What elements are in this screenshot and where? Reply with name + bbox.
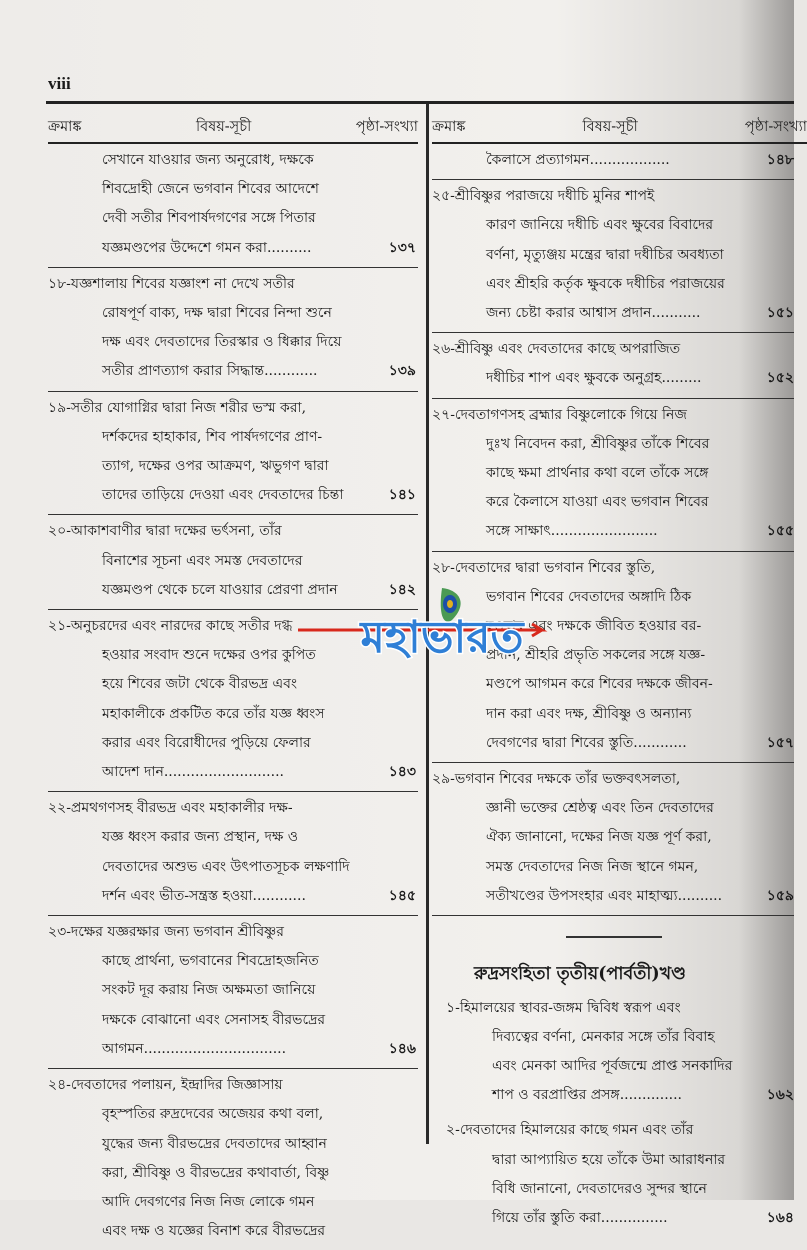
toc-entry-text: হওয়ার সংবাদ শুনে দক্ষের ওপর কুপিত xyxy=(102,647,316,664)
toc-entry-text: ২৬-শ্রীবিষ্ণু এবং দেবতাদের কাছে অপরাজিত xyxy=(432,341,681,358)
toc-entry-text: যজ্ঞমণ্ডপ থেকে চলে যাওয়ার প্রেরণা প্রদান xyxy=(102,581,338,598)
toc-entry-text: সংকট দূর করায় নিজ অক্ষমতা জানিয়ে xyxy=(102,982,316,999)
toc-entry-line xyxy=(48,1159,418,1188)
toc-entry-text: দক্ষ এবং দেবতাদের তিরস্কার ও ধিক্কার দিয়ে xyxy=(102,334,342,351)
toc-entry-text: ২-দেবতাদের হিমালয়ের কাছে গমন এবং তাঁর xyxy=(446,1122,694,1139)
publisher-watermark-logo xyxy=(292,586,592,670)
toc-entry-text: সমস্ত দেবতাদের নিজ নিজ স্থানে গমন, xyxy=(486,858,699,875)
toc-entry-line xyxy=(432,765,794,794)
toc-entry-text: মণ্ডপে আগমন করে শিবের দক্ষকে জীবন- xyxy=(486,676,713,693)
toc-entry-text: ২৫-শ্রীবিষ্ণুর পরাজয়ে দধীচি মুনির শাপই xyxy=(432,188,655,205)
toc-entry-text: ২৮-দেবতাদের দ্বারা ভগবান শিবের স্তুতি, xyxy=(432,559,656,576)
toc-entry xyxy=(432,333,794,398)
toc-entry-text: আদি দেবগণের নিজ নিজ লোকে গমন xyxy=(102,1193,315,1210)
toc-entry-line xyxy=(432,335,794,364)
toc-entry-line xyxy=(48,1188,418,1217)
toc-entry-line xyxy=(432,994,794,1023)
toc-entry-line xyxy=(432,459,794,488)
toc-entry-line xyxy=(432,882,794,911)
toc-page-number: ১৪৬ xyxy=(388,1040,416,1057)
left-entry-list xyxy=(48,144,418,1250)
toc-entry-line xyxy=(48,270,418,299)
toc-entry-text: আদেশ দান........................... xyxy=(102,764,284,781)
toc-entry-text: সতীর প্রাণত্যাগ করার সিদ্ধান্ত............ xyxy=(102,363,318,380)
toc-entry-line xyxy=(432,1146,794,1175)
toc-entry xyxy=(432,180,794,333)
toc-entry-line xyxy=(48,882,418,911)
toc-entry-line xyxy=(48,175,418,204)
watermark-text: মহাভারত xyxy=(360,612,524,663)
toc-entry-line xyxy=(432,517,794,546)
toc-entry-line xyxy=(48,823,418,852)
toc-entry-line xyxy=(432,729,794,758)
toc-entry-text: তাদের তাড়িয়ে দেওয়া এবং দেবতাদের চিন্তা xyxy=(102,487,344,504)
toc-entry-text: ভগবান শিবের দেবতাদের অঙ্গাদি ঠিক xyxy=(486,588,692,605)
toc-entry-text: এবং দক্ষ ও যজ্ঞের বিনাশ করে বীরভদ্রের xyxy=(102,1223,326,1240)
header-rule xyxy=(46,101,794,104)
toc-entry-text: বিধি জানানো, দেবতাদেরও সুন্দর স্থানে xyxy=(492,1180,707,1197)
toc-page-number: ১৫৭ xyxy=(766,734,794,751)
toc-entry-line xyxy=(48,1035,418,1064)
toc-entry-text: গিয়ে তাঁর স্তুতি করা............... xyxy=(492,1210,668,1226)
toc-page-number: ১৫৫ xyxy=(766,523,794,540)
right-column-header xyxy=(432,114,807,144)
toc-entry-line xyxy=(48,918,418,947)
toc-entry xyxy=(432,1114,794,1237)
toc-entry-line xyxy=(432,488,794,517)
toc-entry-line xyxy=(432,270,794,299)
toc-page-number: ১৪৫ xyxy=(388,887,416,904)
toc-entry-line xyxy=(48,517,418,546)
toc-page-number: ১৫৯ xyxy=(766,887,794,904)
toc-entry-text: কাছে প্রার্থনা, ভগবানের শিবদ্রোহজনিত xyxy=(102,953,319,970)
toc-entry-line xyxy=(432,670,794,699)
toc-entry-line xyxy=(432,700,794,729)
page-number: viii xyxy=(48,74,71,93)
toc-entry-line xyxy=(48,700,418,729)
toc-entry-line xyxy=(48,1071,418,1100)
toc-entry-text: কৈলাসে প্রত্যাগমন.................. xyxy=(486,152,670,168)
toc-entry-line xyxy=(432,1204,794,1233)
toc-entry-line xyxy=(432,853,794,882)
toc-entry-text: দেবগণের দ্বারা শিবের স্তুতি............ xyxy=(486,734,687,751)
toc-entry-text: রোষপূর্ণ বাক্য, দক্ষ দ্বারা শিবের নিন্দা শুনে xyxy=(102,305,332,322)
toc-entry-line xyxy=(48,729,418,758)
toc-entry-text: শিবদ্রোহী জেনে ভগবান শিবের আদেশে xyxy=(102,181,319,198)
toc-entry-line xyxy=(48,976,418,1005)
toc-entry-line xyxy=(432,554,794,583)
toc-entry xyxy=(48,144,418,268)
toc-entry-text: সেখানে যাওয়ার জন্য অনুরোধ, দক্ষকে xyxy=(102,152,314,168)
toc-entry-line xyxy=(48,204,418,233)
toc-entry-line xyxy=(48,357,418,386)
toc-entry-text: বর্ণনা, মৃত্যুঞ্জয় মন্ত্রের দ্বারা দধীচির অবধ্যতা xyxy=(486,246,724,263)
toc-entry-text: করার এবং বিরোধীদের পুড়িয়ে ফেলার xyxy=(102,734,311,751)
toc-entry-text: ১-হিমালয়ের স্থাবর-জঙ্গম দ্বিবিধ স্বরূপ এবং xyxy=(446,999,681,1016)
toc-entry-text: বৃহস্পতির রুদ্রদেবের অজেয়র কথা বলা, xyxy=(102,1106,324,1123)
toc-entry-text: ২২-প্রমথগণসহ বীরভদ্র এবং মহাকালীর দক্ষ- xyxy=(48,800,293,817)
toc-entry-text: দান করা এবং দক্ষ, শ্রীবিষ্ণু ও অন্যান্য xyxy=(486,705,692,722)
header-serial: ক্রমাঙ্ক xyxy=(48,119,82,135)
toc-page-number: ১৬৪ xyxy=(766,1210,794,1226)
section-divider xyxy=(566,936,662,938)
toc-entry-text: যজ্ঞ ধ্বংস করার জন্য প্রস্থান, দক্ষ ও xyxy=(102,829,299,846)
toc-entry xyxy=(48,916,418,1069)
toc-entry-text: দর্শন এবং ভীত-সন্ত্রস্ত হওয়া............ xyxy=(102,887,306,904)
toc-entry-text: সঙ্গে সাক্ষাৎ........................ xyxy=(486,523,658,540)
toc-entry-line xyxy=(48,547,418,576)
toc-entry-text: যজ্ঞমণ্ডপের উদ্দেশে গমন করা.......... xyxy=(102,239,312,256)
toc-entry-text: শাপ ও বরপ্রাপ্তির প্রসঙ্গ.............. xyxy=(492,1087,683,1104)
toc-entry-text: ২৪-দেবতাদের পলায়ন, ইন্দ্রাদির জিজ্ঞাসায় xyxy=(48,1077,283,1094)
toc-entry xyxy=(432,399,794,552)
toc-entry-text: ২০-আকাশবাণীর দ্বারা দক্ষের ভর্ৎসনা, তাঁর xyxy=(48,523,282,540)
toc-entry-text: দর্শকদের হাহাকার, শিব পার্ষদগণের প্রাণ- xyxy=(102,428,323,445)
toc-entry-line xyxy=(48,1006,418,1035)
toc-page-number: ১৪৩ xyxy=(388,764,416,781)
toc-entry xyxy=(48,1069,418,1250)
toc-entry-line xyxy=(48,234,418,263)
toc-entry-line xyxy=(432,823,794,852)
toc-entry-line xyxy=(48,670,418,699)
right-entry-list xyxy=(432,144,794,916)
toc-entry-text: হওয়ার এবং দক্ষকে জীবিত হওয়ার বর- xyxy=(486,618,702,635)
toc-entry-text: দধীচির শাপ এবং ক্ষুবকে অনুগ্রহ......... xyxy=(486,370,702,387)
toc-page-number: ১৪৮ xyxy=(766,152,794,168)
toc-entry-text: বিনাশের সূচনা এবং সমস্ত দেবতাদের xyxy=(102,552,303,569)
toc-entry-line xyxy=(432,1116,794,1145)
toc-entry-text: এবং মেনকা আদির পূর্বজন্মে প্রাপ্ত সনকাদির xyxy=(492,1057,733,1074)
toc-entry-text: দেবতাদের অশুভ এবং উৎপাতসূচক লক্ষণাদি xyxy=(102,858,350,875)
toc-entry-text: ২৯-ভগবান শিবের দক্ষকে তাঁর ভক্তবৎসলতা, xyxy=(432,771,681,788)
toc-entry xyxy=(432,992,794,1115)
toc-entry-text: হয়ে শিবের জটা থেকে বীরভদ্র এবং xyxy=(102,676,297,693)
toc-entry-line xyxy=(432,1081,794,1110)
toc-entry-line xyxy=(48,758,418,787)
toc-entry-line xyxy=(432,401,794,430)
toc-entry-line xyxy=(432,299,794,328)
toc-page-number: ১৩৯ xyxy=(388,363,416,380)
toc-entry-line xyxy=(48,452,418,481)
toc-entry-text: কাছে ক্ষমা প্রার্থনার কথা বলে তাঁকে সঙ্গে xyxy=(486,465,709,482)
toc-entry-text: দক্ষকে বোঝানো এবং সেনাসহ বীরভদ্রের xyxy=(102,1011,326,1028)
toc-entry-line xyxy=(48,394,418,423)
left-column-header xyxy=(48,114,418,144)
toc-entry-line xyxy=(432,1175,794,1204)
toc-entry-line xyxy=(48,328,418,357)
toc-entry xyxy=(48,392,418,516)
toc-entry-text: এবং শ্রীহরি কর্তৃক ক্ষুবকে দধীচির পরাজয়ের xyxy=(486,275,725,292)
toc-page-number: ১৩৭ xyxy=(388,239,416,256)
toc-entry-line xyxy=(48,794,418,823)
toc-entry-text: সতীখণ্ডের উপসংহার এবং মাহাত্ম্য.......... xyxy=(486,887,723,904)
toc-entry-text: করে কৈলাসে যাওয়া এবং ভগবান শিবের xyxy=(486,494,709,511)
toc-entry-text: মহাকালীকে প্রকটিত করে তাঁর যজ্ঞ ধ্বংস xyxy=(102,705,325,722)
toc-entry-line xyxy=(432,430,794,459)
header-page: পৃষ্ঠা-সংখ্যা xyxy=(744,119,807,135)
toc-entry-line xyxy=(432,1052,794,1081)
toc-entry-line xyxy=(48,146,418,175)
header-page: পৃষ্ঠা-সংখ্যা xyxy=(355,119,418,135)
toc-entry-text: জ্ঞানী ভক্তের শ্রেষ্ঠত্ব এবং তিন দেবতাদের xyxy=(486,800,714,817)
toc-entry-text: দেবী সতীর শিবপার্ষদগণের সঙ্গে পিতার xyxy=(102,210,316,227)
toc-entry-line xyxy=(432,211,794,240)
toc-page-number: ১৪১ xyxy=(388,487,416,504)
toc-page-number: ১৫২ xyxy=(766,370,794,387)
toc-entry-text: দিব্যত্বের বর্ণনা, মেনকার সঙ্গে তাঁর বিবাহ xyxy=(492,1028,715,1045)
toc-entry-text: ২১-অনুচরদের এবং নারদের কাছে সতীর দগ্ধ xyxy=(48,618,293,635)
toc-entry-text: প্রদান, শ্রীহরি প্রভৃতি সকলের সঙ্গে যজ্ঞ- xyxy=(486,647,706,664)
header-subject: বিষয়-সূচী xyxy=(196,119,252,135)
toc-entry-line xyxy=(432,182,794,211)
toc-entry-line xyxy=(48,1100,418,1129)
toc-entry-line xyxy=(48,1217,418,1246)
toc-entry-line xyxy=(432,241,794,270)
toc-entry-text: ২৭-দেবতাগণসহ ব্রহ্মার বিষ্ণুলোকে গিয়ে নিজ xyxy=(432,406,687,423)
toc-entry-text: ১৮-যজ্ঞশালায় শিবের যজ্ঞাংশ না দেখে সতীর xyxy=(48,275,295,292)
toc-entry-line xyxy=(48,423,418,452)
right-column xyxy=(432,114,807,1237)
toc-entry xyxy=(432,763,794,916)
toc-entry-line xyxy=(48,853,418,882)
header-serial: ক্রমাঙ্ক xyxy=(432,119,466,135)
section-entry-list xyxy=(432,992,794,1238)
toc-entry-text: করা, শ্রীবিষ্ণু ও বীরভদ্রের কথাবার্তা, বিষ্ণু xyxy=(102,1164,330,1181)
toc-entry-text: ১৯-সতীর যোগাগ্নির দ্বারা নিজ শরীর ভস্ম করা, xyxy=(48,399,307,416)
toc-entry-text: যুদ্ধের জন্য বীরভদ্রের দেবতাদের আহ্বান xyxy=(102,1135,327,1152)
toc-entry xyxy=(48,792,418,916)
toc-entry-line xyxy=(432,146,794,175)
toc-entry-text: দ্বারা আপ্যায়িত হয়ে তাঁকে উমা আরাধনার xyxy=(492,1151,726,1168)
toc-entry-line xyxy=(48,481,418,510)
toc-entry-line xyxy=(48,299,418,328)
toc-entry-line xyxy=(432,794,794,823)
toc-page-number: ১৬২ xyxy=(766,1087,794,1104)
toc-page-number: ১৪২ xyxy=(388,581,416,598)
toc-entry xyxy=(48,268,418,392)
toc-entry-line xyxy=(48,947,418,976)
toc-entry-text: জন্য চেষ্টা করার আশ্বাস প্রদান........... xyxy=(486,305,701,322)
toc-entry-text: ২৩-দক্ষের যজ্ঞরক্ষার জন্য ভগবান শ্রীবিষ্ণুর xyxy=(48,924,285,941)
toc-entry-line xyxy=(48,1130,418,1159)
header-subject: বিষয়-সূচী xyxy=(582,119,638,135)
toc-entry-text: দুঃখ নিবেদন করা, শ্রীবিষ্ণুর তাঁকে শিবের xyxy=(486,435,710,452)
toc-entry-text: ঐক্য জানানো, দক্ষের নিজ যজ্ঞ পূর্ণ করা, xyxy=(486,829,712,846)
toc-entry-text: আগমন................................ xyxy=(102,1040,287,1057)
toc-entry-text: কারণ জানিয়ে দধীচি এবং ক্ষুবের বিবাদের xyxy=(486,217,714,234)
toc-page-number: ১৫১ xyxy=(766,305,794,322)
toc-entry xyxy=(432,144,794,180)
toc-entry-line xyxy=(432,364,794,393)
left-column xyxy=(48,114,418,1250)
toc-entry-text: ত্যাগ, দক্ষের ওপর আক্রমণ, ঋভুগণ দ্বারা xyxy=(102,458,329,475)
toc-entry-line xyxy=(432,1023,794,1052)
section-title: রুদ্রসংহিতা তৃতীয়(পার্বতী)খণ্ড xyxy=(474,963,686,984)
